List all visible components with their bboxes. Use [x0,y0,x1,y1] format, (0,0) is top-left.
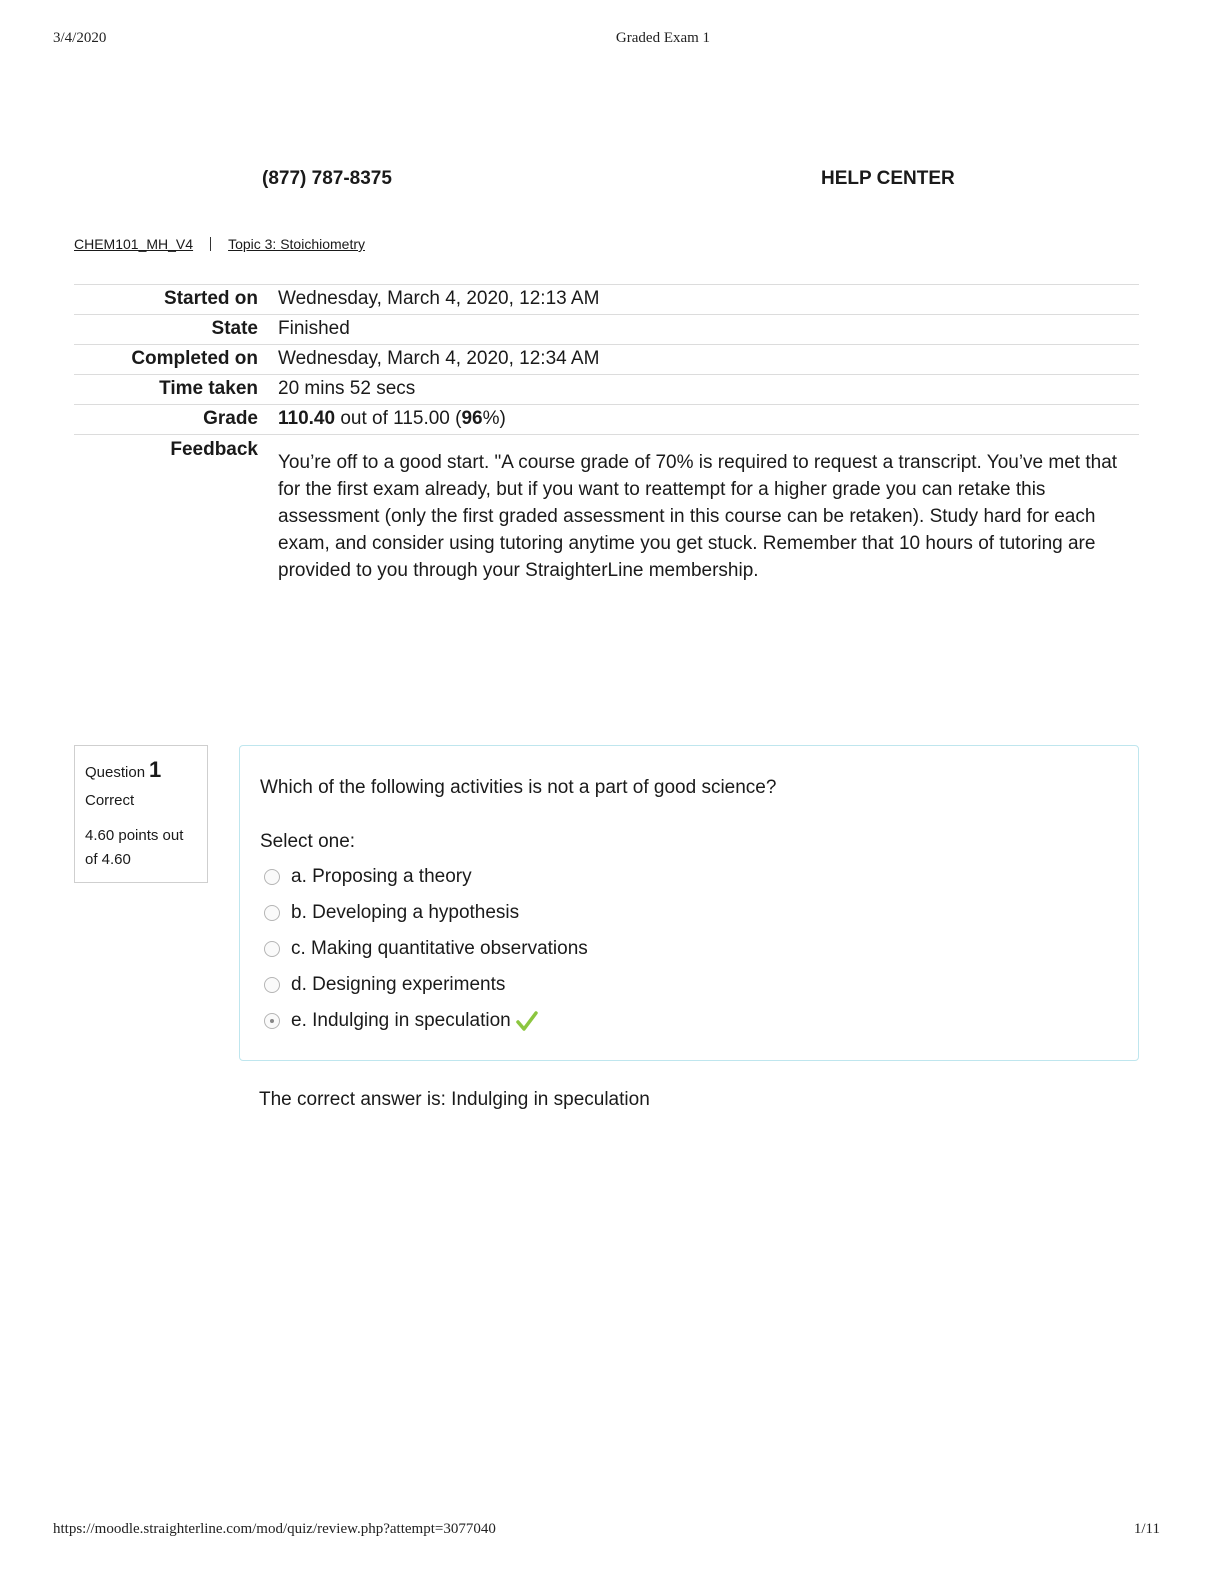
feedback-label: Feedback [170,439,258,460]
grade-percent-suffix: %) [482,408,506,429]
answer-option-label: a. Proposing a theory [291,866,472,887]
attempt-summary-table [74,284,1139,588]
summary-row-feedback [74,435,1139,589]
phone-number-link[interactable]: (877) 787-8375 [262,168,392,189]
radio-e-selected[interactable] [264,1013,280,1029]
print-url: https://moodle.straighterline.com/mod/quiz/review.php?attempt=3077040 [53,1521,496,1537]
radio-c[interactable] [264,941,280,957]
grade-label: Grade [203,408,258,429]
grade-percent: 96 [461,408,483,429]
question-state: Correct [85,792,135,809]
correct-check-icon [516,1010,538,1032]
summary-row-started [74,285,1139,315]
select-one-prompt: Select one: [260,831,356,852]
completed-on-value: Wednesday, March 4, 2020, 12:34 AM [278,348,600,369]
question-grade: 4.60 points out of 4.60 [85,827,184,868]
question-text: Which of the following activities is not a part of good science? [260,777,777,798]
question-content-box [239,745,1139,1061]
answer-option-c[interactable] [264,931,1118,967]
question-label: Question [85,764,146,781]
summary-row-time [74,375,1139,405]
answer-option-label: d. Designing experiments [291,974,506,995]
answer-option-label: e. Indulging in speculation [291,1010,511,1031]
time-taken-value: 20 mins 52 secs [278,378,416,399]
summary-row-completed [74,345,1139,375]
answer-option-label: b. Developing a hypothesis [291,902,520,923]
question-number [85,757,197,783]
breadcrumb-course-link[interactable]: CHEM101_MH_V4 [74,236,194,252]
breadcrumb-separator [210,237,211,251]
grade-value [258,405,1139,435]
answer-options [264,859,1118,1039]
question-info-panel [74,745,208,883]
print-date: 3/4/2020 [53,30,107,46]
grade-score: 110.40 [278,408,336,429]
radio-a[interactable] [264,869,280,885]
breadcrumb-topic-link[interactable]: Topic 3: Stoichiometry [228,236,366,252]
correct-answer-text: The correct answer is: Indulging in speculation [259,1089,650,1110]
started-on-label: Started on [164,288,258,309]
help-center-link[interactable]: HELP CENTER [821,168,955,189]
answer-option-d[interactable] [264,967,1118,1003]
print-title: Graded Exam 1 [615,30,711,46]
time-taken-label: Time taken [159,378,258,399]
answer-option-label: c. Making quantitative observations [291,938,588,959]
answer-option-b[interactable] [264,895,1118,931]
completed-on-label: Completed on [131,348,258,369]
print-page-number: 1/11 [1133,1521,1160,1537]
started-on-value: Wednesday, March 4, 2020, 12:13 AM [278,288,600,309]
state-label: State [211,318,258,339]
breadcrumb [74,236,365,252]
question-number-value: 1 [149,757,162,782]
feedback-text: You’re off to a good start. "A course grade of 70% is required to request a transcript. You’ve met that for the first exam already, but if you want to reattempt for a higher grade you can retake this assessment (only the first graded assessment in this course can be retaken). Study hard for each exam, and consider using tutoring anytime you get stuck. Remember that 10 hours of tutoring are provided to you through your StraighterLine membership. [278,452,1118,581]
radio-d[interactable] [264,977,280,993]
grade-out-of: out of 115.00 ( [335,408,462,429]
summary-row-state [74,315,1139,345]
state-value: Finished [278,318,350,339]
answer-option-a[interactable] [264,859,1118,895]
radio-b[interactable] [264,905,280,921]
answer-option-e[interactable] [264,1003,1118,1039]
summary-row-grade [74,405,1139,435]
